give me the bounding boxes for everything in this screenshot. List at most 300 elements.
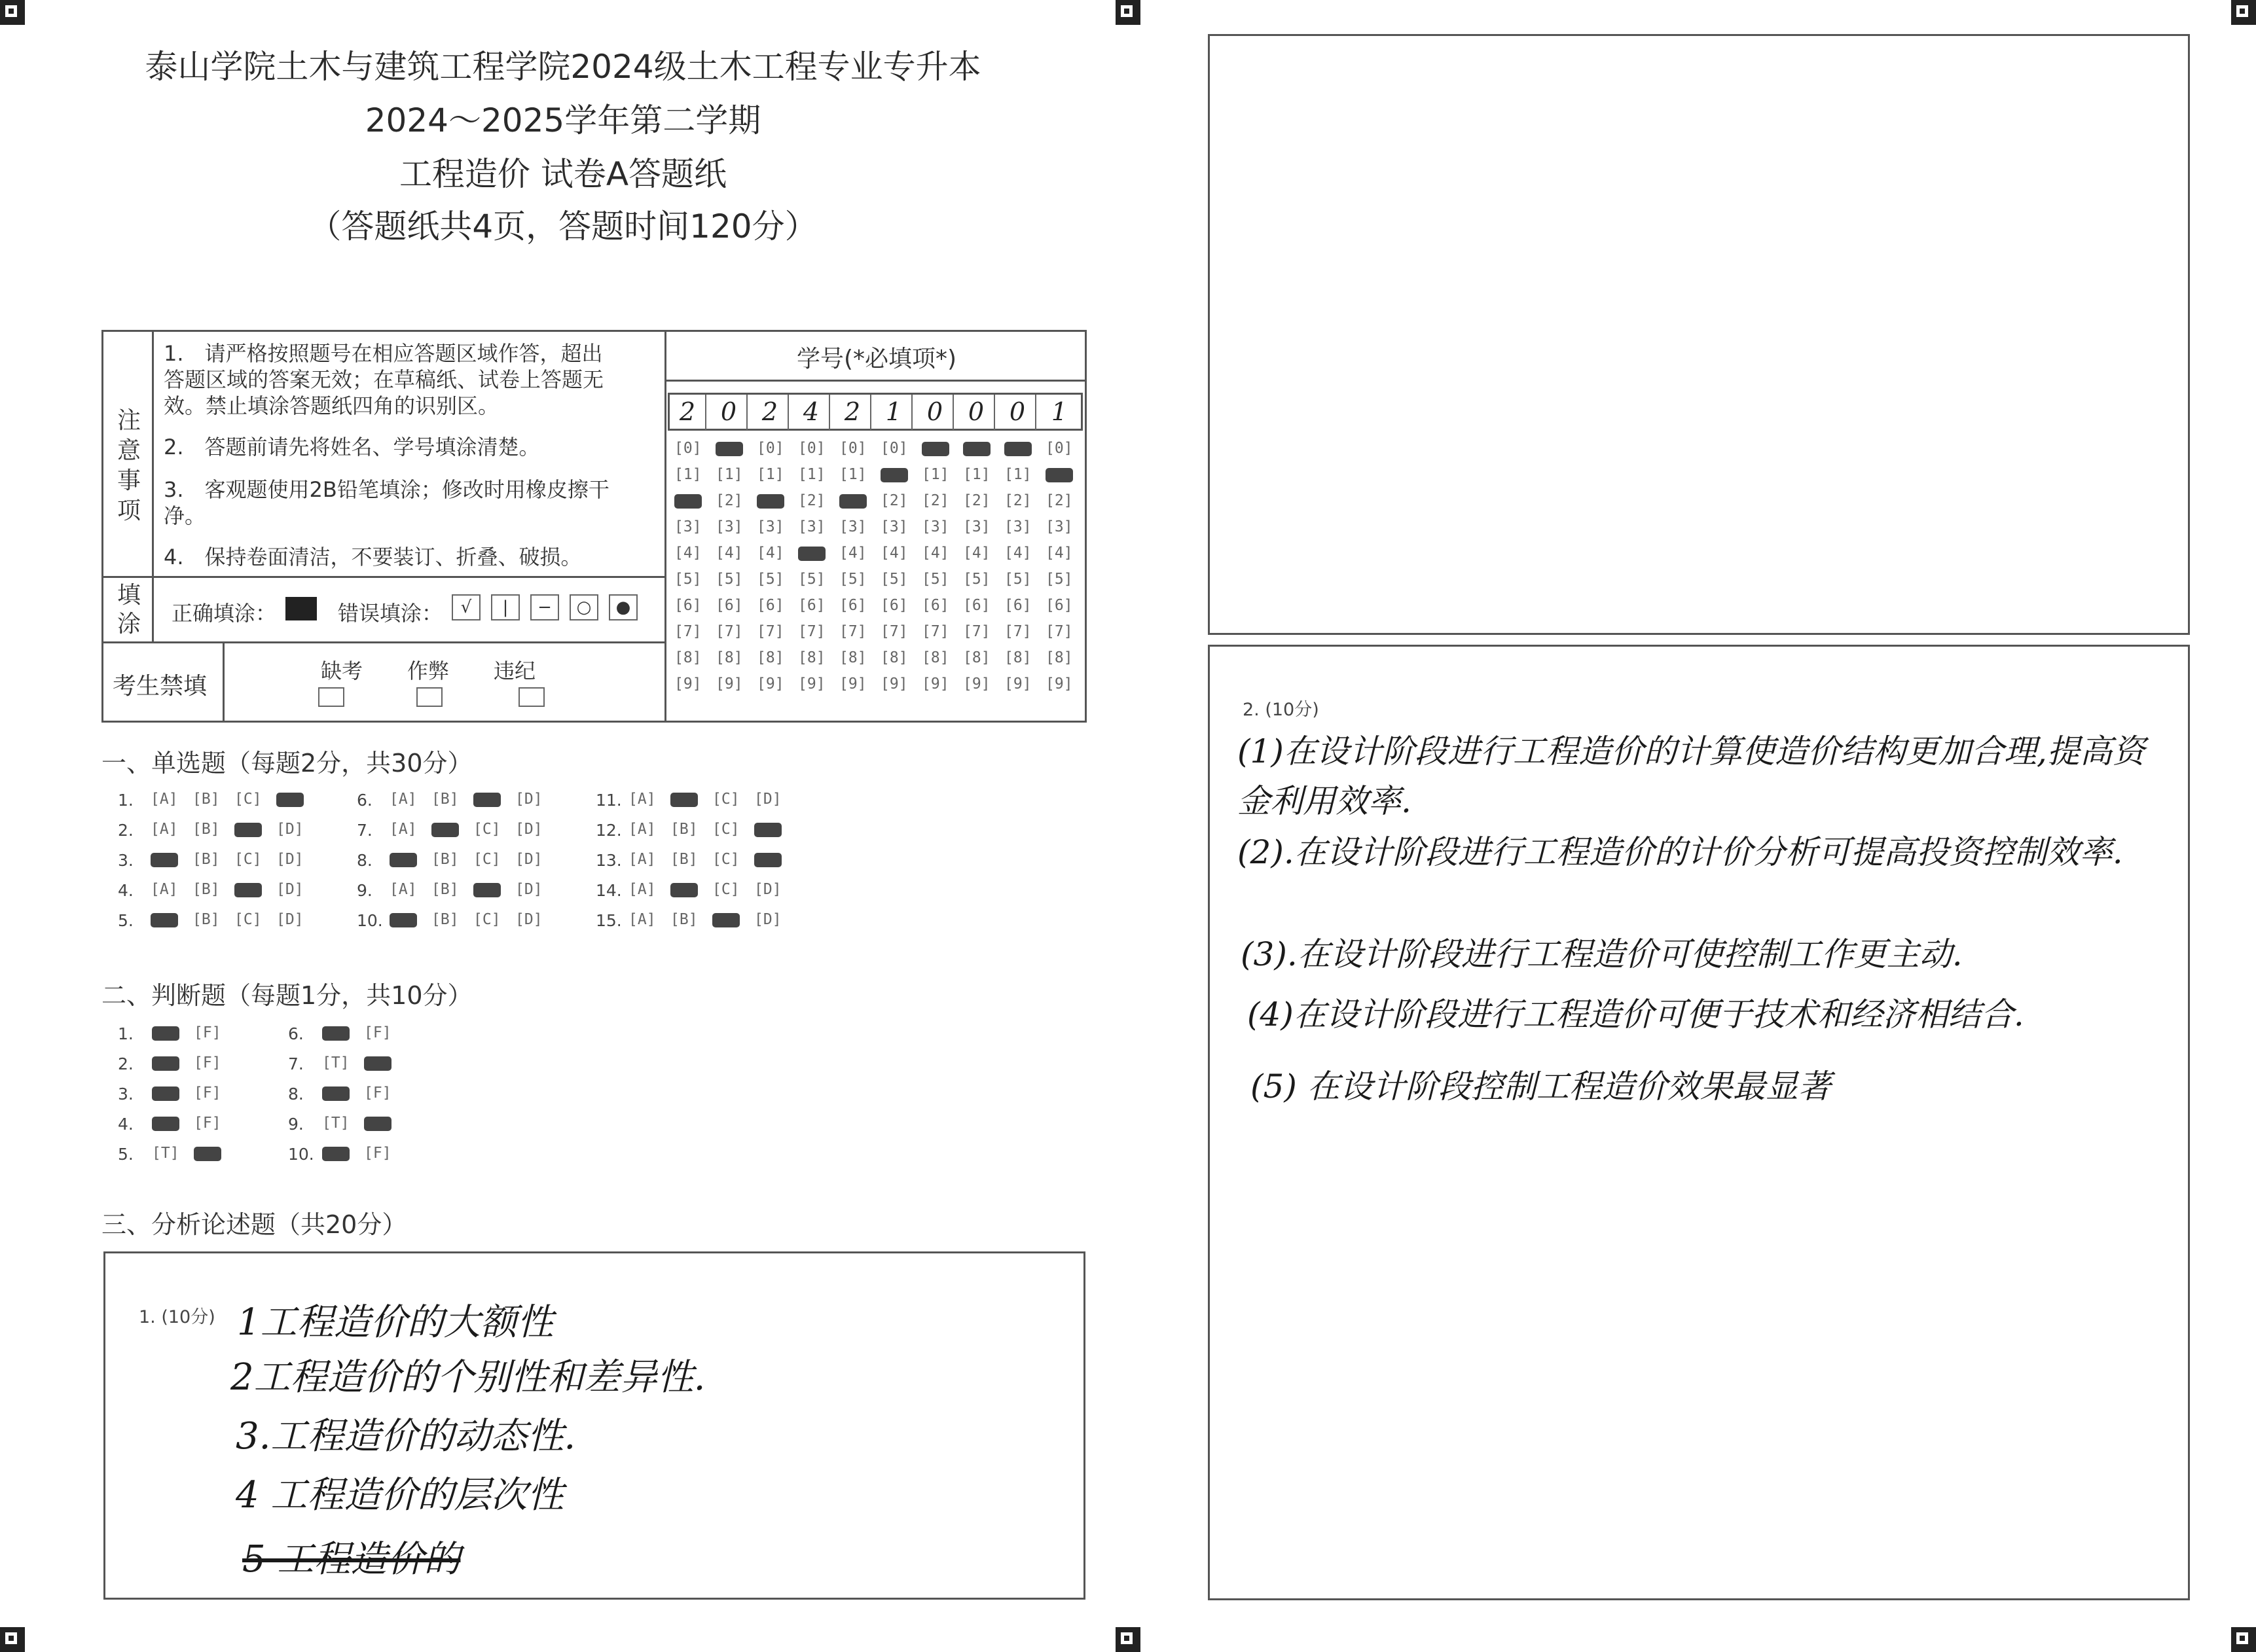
student-id-bubble[interactable]: [3] bbox=[1046, 518, 1073, 535]
true-false-option[interactable]: [T] bbox=[322, 1054, 350, 1071]
essay-q1-label: 1. (10分) bbox=[139, 1307, 215, 1327]
section-essay-title: 三、分析论述题（共20分） bbox=[101, 1210, 407, 1239]
student-id-bubble[interactable]: [8] bbox=[922, 649, 949, 666]
true-false-filled bbox=[364, 1117, 391, 1131]
student-id-bubble[interactable]: [3] bbox=[922, 518, 949, 535]
student-id-bubble[interactable]: [4] bbox=[1046, 545, 1073, 562]
true-false-option[interactable] bbox=[152, 1024, 179, 1041]
student-id-bubble[interactable]: [2] bbox=[716, 492, 743, 509]
single-choice-option[interactable]: [B] bbox=[192, 851, 220, 868]
student-id-bubble[interactable]: [8] bbox=[1046, 649, 1073, 666]
student-id-bubble-filled bbox=[1004, 442, 1032, 456]
header-school: 泰山学院土木与建筑工程学院2024级土木工程专业专升本 bbox=[145, 48, 981, 86]
essay-q2-line-4: (4)在设计阶段进行工程造价可便于技术和经济相结合. bbox=[1247, 996, 2024, 1033]
single-choice-option[interactable] bbox=[151, 911, 178, 928]
fill-label: 填涂 bbox=[117, 582, 141, 637]
student-id-bubble[interactable]: [0] bbox=[674, 440, 702, 457]
essay-q2-line-2: (2).在设计阶段进行工程造价的计价分析可提高投资控制效率. bbox=[1237, 833, 2123, 871]
single-choice-number: 6. bbox=[357, 791, 373, 810]
single-choice-option[interactable]: [B] bbox=[192, 791, 220, 808]
true-false-option[interactable] bbox=[364, 1054, 391, 1071]
student-id-bubble[interactable]: [3] bbox=[716, 518, 743, 535]
single-choice-option[interactable]: [D] bbox=[515, 881, 543, 898]
student-id-bubble[interactable]: [0] bbox=[881, 440, 908, 457]
single-choice-option[interactable]: [B] bbox=[670, 851, 698, 868]
single-choice-filled bbox=[234, 823, 262, 837]
header-exam-info: （答题纸共4页，答题时间120分） bbox=[308, 207, 818, 245]
single-choice-option[interactable]: [B] bbox=[192, 881, 220, 898]
single-choice-option[interactable]: [A] bbox=[151, 881, 178, 898]
single-choice-option[interactable] bbox=[473, 791, 501, 808]
student-id-bubble[interactable] bbox=[674, 492, 702, 509]
single-choice-number: 9. bbox=[357, 881, 373, 900]
single-choice-option[interactable]: [B] bbox=[431, 851, 459, 868]
single-choice-option[interactable]: [D] bbox=[754, 791, 782, 808]
single-choice-option[interactable]: [A] bbox=[628, 911, 656, 928]
essay-q1-line-2: 2工程造价的个别性和差异性. bbox=[230, 1356, 706, 1399]
single-choice-option[interactable]: [C] bbox=[712, 851, 740, 868]
single-choice-option[interactable]: [B] bbox=[431, 911, 459, 928]
single-choice-number: 1. bbox=[118, 791, 134, 810]
essay-q2-label: 2. (10分) bbox=[1243, 700, 1319, 720]
student-id-bubble[interactable]: [6] bbox=[1046, 597, 1073, 614]
single-choice-filled bbox=[151, 913, 178, 927]
student-id-bubble[interactable]: [7] bbox=[757, 623, 784, 640]
exam-status-label: 考生禁填 bbox=[113, 673, 208, 700]
student-id-digit[interactable]: 2 bbox=[835, 395, 871, 430]
single-choice-number: 11. bbox=[596, 791, 622, 810]
student-id-bubble[interactable]: [9] bbox=[881, 675, 908, 692]
student-id-bubble[interactable]: [1] bbox=[922, 466, 949, 483]
single-choice-option[interactable]: [D] bbox=[515, 911, 543, 928]
student-id-bubble[interactable] bbox=[757, 492, 784, 509]
essay-q2-line-5: (5) 在设计阶段控制工程造价效果最显著 bbox=[1250, 1068, 1831, 1105]
single-choice-grid bbox=[118, 791, 838, 948]
single-choice-filled bbox=[473, 883, 501, 897]
student-id-bubble[interactable]: [4] bbox=[1004, 545, 1032, 562]
student-id-bubble[interactable]: [6] bbox=[1004, 597, 1032, 614]
student-id-digit[interactable]: 1 bbox=[1051, 397, 1068, 426]
student-id-bubble[interactable]: [8] bbox=[881, 649, 908, 666]
single-choice-option[interactable]: [C] bbox=[234, 791, 262, 808]
corner-mark-bottom-center bbox=[1116, 1627, 1140, 1652]
student-id-bubble[interactable] bbox=[922, 440, 949, 457]
notice-item-2: 2. 答题前请先将姓名、学号填涂清楚。 bbox=[164, 435, 540, 459]
student-id-bubble[interactable]: [5] bbox=[963, 571, 991, 588]
student-id-bubble[interactable]: [7] bbox=[716, 623, 743, 640]
student-id-bubble[interactable]: [3] bbox=[798, 518, 826, 535]
section-single-choice-title: 一、单选题（每题2分，共30分） bbox=[101, 749, 473, 778]
student-id-bubble[interactable]: [5] bbox=[881, 571, 908, 588]
student-id-bubble[interactable] bbox=[963, 440, 991, 457]
single-choice-option[interactable]: [A] bbox=[390, 881, 417, 898]
student-id-bubble-filled bbox=[798, 547, 826, 561]
wrong-mark-check: √ bbox=[452, 594, 481, 620]
student-id-bubble[interactable]: [8] bbox=[674, 649, 702, 666]
single-choice-option[interactable]: [C] bbox=[712, 821, 740, 838]
student-id-digit[interactable]: 0 bbox=[1000, 395, 1036, 430]
corner-mark-bottom-right bbox=[2231, 1627, 2256, 1652]
student-id-bubble[interactable]: [1] bbox=[674, 466, 702, 483]
answer-box-upper-blank bbox=[1208, 34, 2190, 635]
student-id-bubble[interactable]: [7] bbox=[1004, 623, 1032, 640]
true-false-number: 1. bbox=[118, 1024, 134, 1043]
student-id-bubble[interactable]: [0] bbox=[757, 440, 784, 457]
single-choice-option[interactable]: [A] bbox=[390, 791, 417, 808]
single-choice-option[interactable]: [D] bbox=[276, 851, 304, 868]
true-false-option[interactable] bbox=[152, 1115, 179, 1132]
student-id-bubble[interactable]: [2] bbox=[881, 492, 908, 509]
student-id-digit[interactable]: 2 bbox=[670, 395, 706, 430]
student-id-bubble[interactable]: [2] bbox=[1046, 492, 1073, 509]
essay-q1-line-4: 4 工程造价的层次性 bbox=[236, 1474, 564, 1517]
student-id-bubble[interactable]: [6] bbox=[963, 597, 991, 614]
student-id-bubble[interactable] bbox=[716, 440, 743, 457]
student-id-bubble[interactable]: [6] bbox=[757, 597, 784, 614]
student-id-bubble[interactable]: [7] bbox=[1046, 623, 1073, 640]
single-choice-number: 12. bbox=[596, 821, 622, 840]
student-id-bubble[interactable]: [4] bbox=[881, 545, 908, 562]
single-choice-option[interactable]: [A] bbox=[628, 821, 656, 838]
true-false-option[interactable] bbox=[364, 1115, 391, 1132]
single-choice-number: 13. bbox=[596, 851, 622, 870]
true-false-option[interactable]: [F] bbox=[194, 1085, 221, 1102]
student-id-bubble[interactable]: [4] bbox=[757, 545, 784, 562]
single-choice-option[interactable]: [B] bbox=[431, 791, 459, 808]
student-id-digit[interactable]: 0 bbox=[917, 395, 954, 430]
true-false-filled bbox=[194, 1147, 221, 1161]
true-false-option[interactable]: [T] bbox=[152, 1145, 179, 1162]
student-id-digit[interactable]: 4 bbox=[793, 395, 830, 430]
student-id-digit-row bbox=[668, 393, 1083, 431]
student-id-bubble[interactable]: [9] bbox=[757, 675, 784, 692]
true-false-option[interactable]: [T] bbox=[322, 1115, 350, 1132]
single-choice-option[interactable]: [A] bbox=[628, 791, 656, 808]
true-false-number: 9. bbox=[288, 1115, 304, 1134]
true-false-option[interactable]: [F] bbox=[364, 1024, 391, 1041]
student-id-bubble[interactable]: [1] bbox=[798, 466, 826, 483]
student-id-bubble[interactable]: [5] bbox=[1046, 571, 1073, 588]
single-choice-option[interactable]: [B] bbox=[431, 881, 459, 898]
single-choice-option[interactable]: [D] bbox=[276, 821, 304, 838]
single-choice-number: 4. bbox=[118, 881, 134, 900]
essay-q1-line-5-crossed: 5 工程造价的 bbox=[242, 1538, 461, 1581]
single-choice-option[interactable] bbox=[754, 821, 782, 838]
section-true-false-title: 二、判断题（每题1分，共10分） bbox=[101, 981, 473, 1010]
status-violation-checkbox[interactable] bbox=[519, 687, 545, 707]
corner-mark-bottom-left bbox=[0, 1627, 25, 1652]
single-choice-number: 2. bbox=[118, 821, 134, 840]
true-false-option[interactable] bbox=[322, 1145, 350, 1162]
single-choice-option[interactable] bbox=[754, 851, 782, 868]
single-choice-option[interactable]: [A] bbox=[151, 821, 178, 838]
single-choice-filled bbox=[754, 853, 782, 867]
true-false-option[interactable]: [F] bbox=[364, 1085, 391, 1102]
student-id-bubble[interactable]: [4] bbox=[839, 545, 867, 562]
wrong-mark-circle: ○ bbox=[570, 594, 598, 620]
fill-correct-label: 正确填涂： bbox=[172, 601, 277, 626]
student-id-bubble[interactable]: [7] bbox=[963, 623, 991, 640]
student-id-bubble[interactable]: [1] bbox=[1004, 466, 1032, 483]
single-choice-option[interactable]: [D] bbox=[276, 911, 304, 928]
single-choice-number: 10. bbox=[357, 911, 383, 930]
true-false-number: 7. bbox=[288, 1054, 304, 1073]
student-id-bubble[interactable]: [6] bbox=[881, 597, 908, 614]
true-false-filled bbox=[152, 1056, 179, 1071]
student-id-bubble[interactable]: [3] bbox=[757, 518, 784, 535]
single-choice-option[interactable]: [C] bbox=[712, 881, 740, 898]
fill-wrong-label: 错误填涂： bbox=[338, 601, 443, 626]
student-id-bubble[interactable]: [9] bbox=[963, 675, 991, 692]
true-false-filled bbox=[322, 1086, 350, 1101]
single-choice-option[interactable]: [A] bbox=[390, 821, 417, 838]
student-id-bubble[interactable]: [1] bbox=[839, 466, 867, 483]
true-false-option[interactable]: [F] bbox=[194, 1024, 221, 1041]
true-false-filled bbox=[152, 1026, 179, 1041]
single-choice-option[interactable] bbox=[234, 881, 262, 898]
student-id-bubble[interactable]: [7] bbox=[839, 623, 867, 640]
corner-mark-top-center bbox=[1116, 0, 1140, 25]
student-id-bubble[interactable]: [8] bbox=[963, 649, 991, 666]
single-choice-option[interactable] bbox=[390, 851, 417, 868]
single-choice-filled bbox=[712, 913, 740, 927]
single-choice-option[interactable]: [C] bbox=[473, 821, 501, 838]
divider-fill-left bbox=[152, 576, 154, 641]
single-choice-filled bbox=[390, 853, 417, 867]
student-id-bubble[interactable]: [9] bbox=[1004, 675, 1032, 692]
single-choice-option[interactable]: [D] bbox=[515, 791, 543, 808]
student-id-bubble[interactable]: [7] bbox=[881, 623, 908, 640]
essay-q2-line-1: (1)在设计阶段进行工程造价的计算使造价结构更加合理,提高资金利用效率. bbox=[1237, 732, 2145, 820]
student-id-bubble[interactable] bbox=[1004, 440, 1032, 457]
student-id-digit[interactable]: 1 bbox=[876, 395, 913, 430]
single-choice-option[interactable]: [C] bbox=[234, 851, 262, 868]
student-id-bubble-filled bbox=[674, 494, 702, 509]
true-false-filled bbox=[152, 1117, 179, 1131]
student-id-bubble[interactable]: [7] bbox=[674, 623, 702, 640]
student-id-title-divider bbox=[666, 380, 1087, 382]
student-id-bubble-filled bbox=[839, 494, 867, 509]
essay-q1-line-3: 3.工程造价的动态性. bbox=[236, 1415, 576, 1458]
single-choice-number: 3. bbox=[118, 851, 134, 870]
true-false-option[interactable] bbox=[322, 1024, 350, 1041]
student-id-bubble-filled bbox=[716, 442, 743, 456]
student-id-bubble[interactable]: [2] bbox=[963, 492, 991, 509]
divider-notice-bottom bbox=[101, 576, 666, 578]
student-id-bubble[interactable]: [5] bbox=[798, 571, 826, 588]
single-choice-option[interactable] bbox=[431, 821, 459, 838]
single-choice-option[interactable]: [B] bbox=[192, 911, 220, 928]
student-id-bubble[interactable]: [3] bbox=[1004, 518, 1032, 535]
single-choice-filled bbox=[670, 793, 698, 807]
single-choice-option[interactable]: [C] bbox=[234, 911, 262, 928]
divider-notice-left bbox=[152, 330, 154, 577]
essay-q2-line-3: (3).在设计阶段进行工程造价可使控制工作更主动. bbox=[1241, 935, 1963, 973]
single-choice-filled bbox=[473, 793, 501, 807]
student-id-bubble[interactable] bbox=[798, 545, 826, 562]
header-exam-title: 工程造价 试卷A答题纸 bbox=[399, 155, 727, 193]
status-absent-label: 缺考 bbox=[321, 658, 363, 683]
single-choice-option[interactable] bbox=[473, 881, 501, 898]
student-id-bubble[interactable]: [7] bbox=[798, 623, 826, 640]
true-false-filled bbox=[322, 1147, 350, 1161]
student-id-bubble[interactable]: [3] bbox=[839, 518, 867, 535]
student-id-bubble[interactable]: [3] bbox=[674, 518, 702, 535]
student-id-bubble[interactable]: [4] bbox=[674, 545, 702, 562]
true-false-number: 5. bbox=[118, 1145, 134, 1164]
single-choice-option[interactable]: [A] bbox=[151, 791, 178, 808]
single-choice-filled bbox=[754, 823, 782, 837]
student-id-bubble[interactable]: [8] bbox=[1004, 649, 1032, 666]
student-id-digit[interactable]: 0 bbox=[958, 395, 995, 430]
student-id-bubble[interactable]: [9] bbox=[716, 675, 743, 692]
true-false-number: 2. bbox=[118, 1054, 134, 1073]
student-id-bubble[interactable]: [1] bbox=[963, 466, 991, 483]
student-id-bubble[interactable]: [8] bbox=[798, 649, 826, 666]
true-false-option[interactable] bbox=[152, 1085, 179, 1102]
essay-q1-line-1: 1工程造价的大额性 bbox=[237, 1301, 554, 1344]
student-id-bubble[interactable]: [8] bbox=[716, 649, 743, 666]
single-choice-option[interactable]: [D] bbox=[515, 821, 543, 838]
true-false-option[interactable] bbox=[152, 1054, 179, 1071]
divider-status-left bbox=[223, 641, 225, 723]
single-choice-option[interactable] bbox=[276, 791, 304, 808]
student-id-bubble[interactable]: [3] bbox=[963, 518, 991, 535]
student-id-bubble-filled bbox=[1046, 468, 1073, 482]
corner-mark-top-right bbox=[2231, 0, 2256, 25]
notice-label: 注意事项 bbox=[117, 407, 141, 524]
student-id-bubble-filled bbox=[757, 494, 784, 509]
single-choice-option[interactable] bbox=[670, 881, 698, 898]
true-false-number: 3. bbox=[118, 1085, 134, 1104]
student-id-bubble[interactable]: [6] bbox=[798, 597, 826, 614]
student-id-bubble[interactable]: [0] bbox=[798, 440, 826, 457]
student-id-title: 学号(*必填项*) bbox=[796, 346, 957, 372]
single-choice-option[interactable]: [D] bbox=[754, 881, 782, 898]
true-false-option[interactable] bbox=[194, 1145, 221, 1162]
status-cheat-checkbox[interactable] bbox=[416, 687, 443, 707]
student-id-bubble[interactable]: [2] bbox=[798, 492, 826, 509]
student-id-bubble[interactable]: [2] bbox=[922, 492, 949, 509]
student-id-bubble[interactable]: [9] bbox=[1046, 675, 1073, 692]
single-choice-option[interactable]: [B] bbox=[670, 911, 698, 928]
student-id-bubble[interactable]: [5] bbox=[716, 571, 743, 588]
notice-item-1: 1. 请严格按照题号在相应答题区域作答，超出答题区域的答案无效；在草稿纸、试卷上答题无效。禁止填涂答题纸四角的识别区。 bbox=[164, 341, 604, 418]
single-choice-number: 15. bbox=[596, 911, 622, 930]
student-id-bubble[interactable]: [9] bbox=[674, 675, 702, 692]
student-id-bubble-filled bbox=[963, 442, 991, 456]
single-choice-option[interactable]: [B] bbox=[192, 821, 220, 838]
student-id-bubble[interactable]: [1] bbox=[757, 466, 784, 483]
single-choice-option[interactable] bbox=[234, 821, 262, 838]
student-id-bubble[interactable]: [8] bbox=[839, 649, 867, 666]
true-false-option[interactable]: [F] bbox=[194, 1054, 221, 1071]
single-choice-option[interactable]: [C] bbox=[473, 911, 501, 928]
student-id-bubble[interactable]: [4] bbox=[922, 545, 949, 562]
student-id-bubble[interactable] bbox=[881, 466, 908, 483]
student-id-bubble[interactable]: [8] bbox=[757, 649, 784, 666]
true-false-option[interactable]: [F] bbox=[194, 1115, 221, 1132]
student-id-bubble[interactable]: [5] bbox=[1004, 571, 1032, 588]
single-choice-filled bbox=[234, 883, 262, 897]
single-choice-option[interactable]: [A] bbox=[628, 881, 656, 898]
student-id-bubble[interactable]: [9] bbox=[922, 675, 949, 692]
student-id-bubble[interactable]: [4] bbox=[963, 545, 991, 562]
student-id-bubble[interactable]: [9] bbox=[839, 675, 867, 692]
corner-mark-top-left bbox=[0, 0, 25, 25]
status-violation-label: 违纪 bbox=[494, 658, 536, 683]
single-choice-option[interactable] bbox=[390, 911, 417, 928]
student-id-digit[interactable]: 0 bbox=[711, 395, 748, 430]
header-term: 2024～2025学年第二学期 bbox=[365, 101, 761, 139]
true-false-filled bbox=[364, 1056, 391, 1071]
student-id-bubble[interactable]: [1] bbox=[716, 466, 743, 483]
student-id-bubble[interactable]: [6] bbox=[674, 597, 702, 614]
true-false-grid bbox=[118, 1024, 445, 1181]
single-choice-option[interactable] bbox=[712, 911, 740, 928]
student-id-bubble[interactable] bbox=[839, 492, 867, 509]
single-choice-option[interactable]: [C] bbox=[473, 851, 501, 868]
single-choice-option[interactable]: [A] bbox=[628, 851, 656, 868]
status-absent-checkbox[interactable] bbox=[318, 687, 344, 707]
single-choice-filled bbox=[431, 823, 459, 837]
single-choice-option[interactable]: [D] bbox=[754, 911, 782, 928]
true-false-number: 4. bbox=[118, 1115, 134, 1134]
single-choice-option[interactable]: [D] bbox=[515, 851, 543, 868]
student-id-bubble[interactable]: [2] bbox=[1004, 492, 1032, 509]
fill-correct-sample bbox=[285, 597, 317, 620]
single-choice-option[interactable] bbox=[670, 791, 698, 808]
single-choice-number: 14. bbox=[596, 881, 622, 900]
single-choice-number: 7. bbox=[357, 821, 373, 840]
student-id-bubble[interactable]: [6] bbox=[716, 597, 743, 614]
student-id-bubble[interactable]: [6] bbox=[922, 597, 949, 614]
single-choice-filled bbox=[151, 853, 178, 867]
student-id-bubble-filled bbox=[881, 468, 908, 482]
single-choice-option[interactable]: [B] bbox=[670, 821, 698, 838]
student-id-bubble[interactable]: [9] bbox=[798, 675, 826, 692]
student-id-bubble-grid bbox=[674, 440, 1087, 715]
divider-vertical-main bbox=[664, 330, 666, 723]
true-false-option[interactable]: [F] bbox=[364, 1145, 391, 1162]
notice-item-3: 3. 客观题使用2B铅笔填涂；修改时用橡皮擦干净。 bbox=[164, 477, 609, 528]
student-id-bubble[interactable]: [0] bbox=[1046, 440, 1073, 457]
student-id-bubble[interactable]: [3] bbox=[881, 518, 908, 535]
student-id-bubble-filled bbox=[922, 442, 949, 456]
student-id-bubble[interactable]: [4] bbox=[716, 545, 743, 562]
divider-fill-bottom bbox=[101, 641, 666, 643]
student-id-bubble[interactable]: [5] bbox=[757, 571, 784, 588]
true-false-number: 10. bbox=[288, 1145, 314, 1164]
notice-item-4: 4. 保持卷面清洁，不要装订、折叠、破损。 bbox=[164, 545, 582, 569]
single-choice-filled bbox=[390, 913, 417, 927]
student-id-bubble[interactable]: [5] bbox=[839, 571, 867, 588]
status-cheat-label: 作弊 bbox=[407, 658, 450, 683]
student-id-bubble[interactable]: [5] bbox=[674, 571, 702, 588]
student-id-digit[interactable]: 2 bbox=[752, 395, 789, 430]
true-false-number: 6. bbox=[288, 1024, 304, 1043]
single-choice-option[interactable]: [C] bbox=[712, 791, 740, 808]
wrong-mark-dash: − bbox=[530, 594, 559, 620]
student-id-bubble[interactable]: [7] bbox=[922, 623, 949, 640]
student-id-bubble[interactable]: [6] bbox=[839, 597, 867, 614]
student-id-bubble[interactable] bbox=[1046, 466, 1073, 483]
single-choice-option[interactable]: [D] bbox=[276, 881, 304, 898]
student-id-bubble[interactable]: [5] bbox=[922, 571, 949, 588]
single-choice-option[interactable] bbox=[151, 851, 178, 868]
true-false-option[interactable] bbox=[322, 1085, 350, 1102]
student-id-bubble[interactable]: [0] bbox=[839, 440, 867, 457]
